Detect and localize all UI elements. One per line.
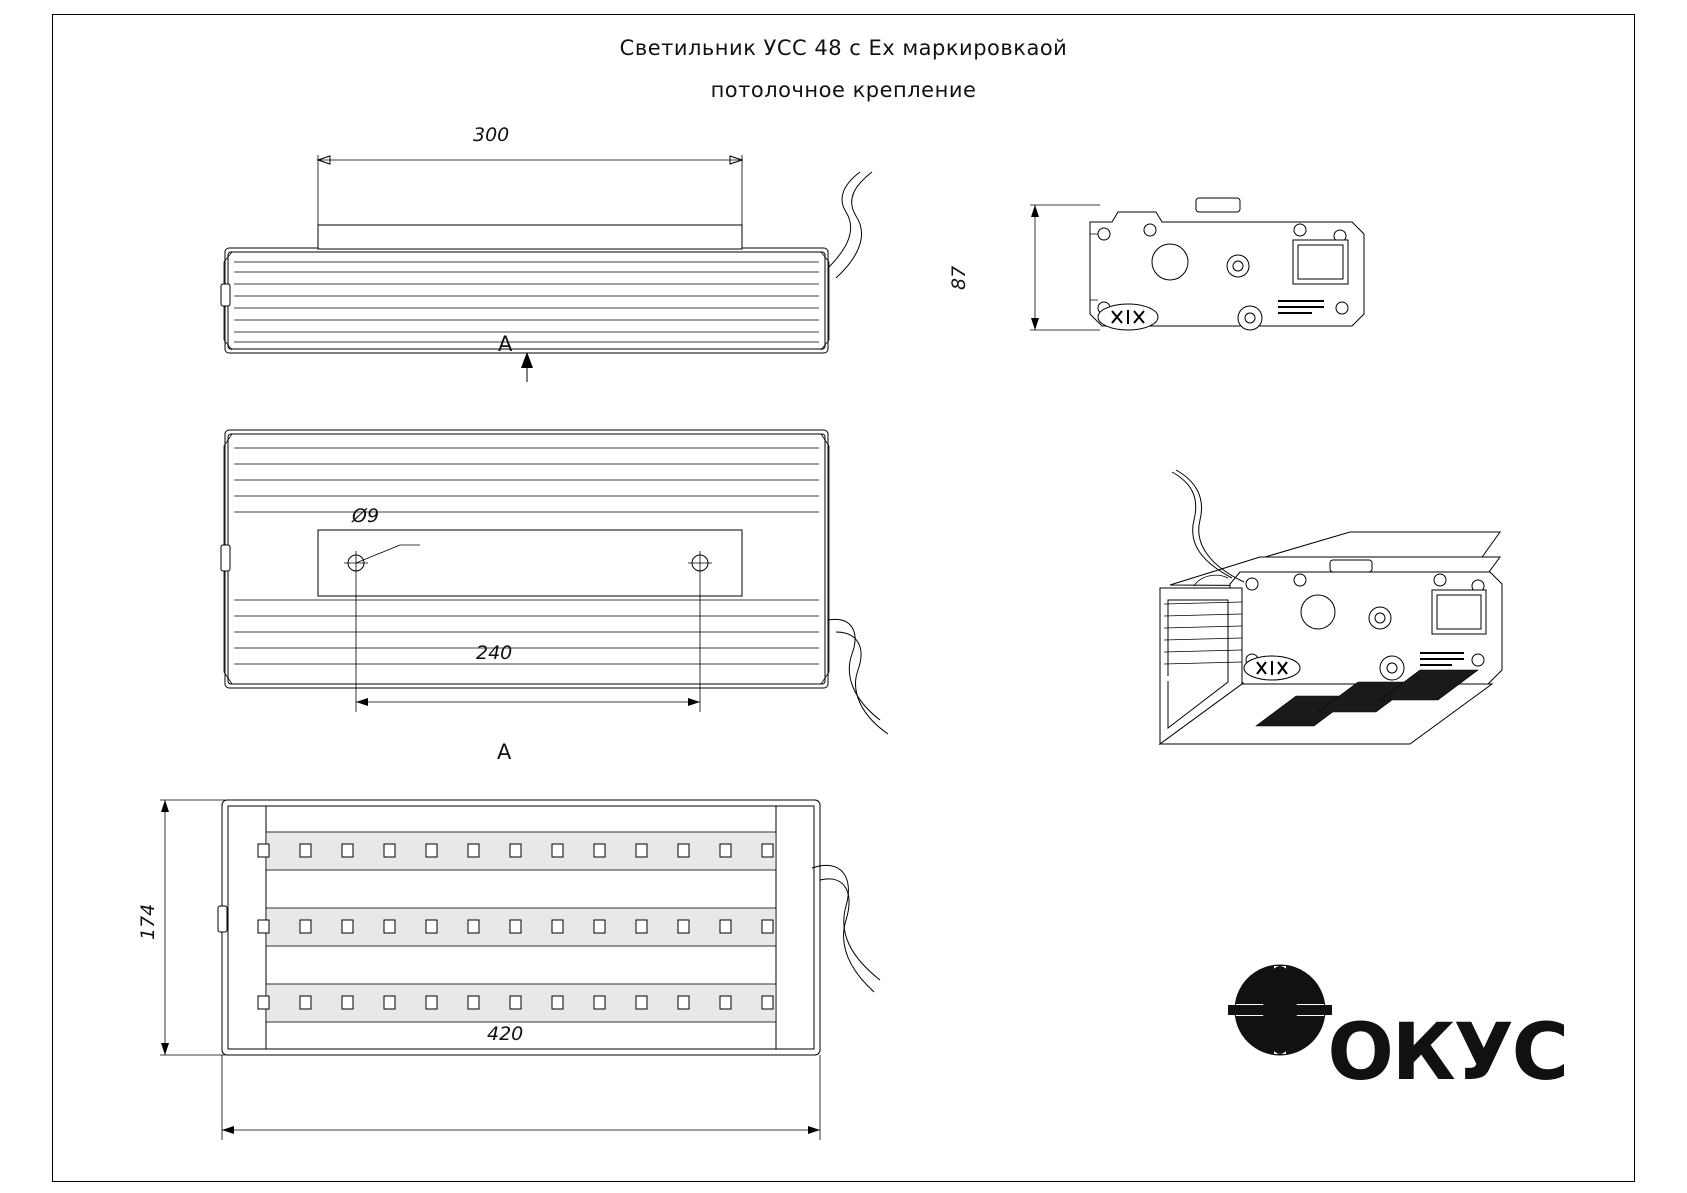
side-view [1030, 198, 1364, 330]
dimension-hole-diameter: Ø9 [352, 505, 380, 527]
section-arrow-label: A [498, 332, 513, 356]
section-label: A [497, 740, 512, 764]
dimension-side-height: 87 [948, 265, 970, 290]
dimension-front-width: 174 [137, 903, 159, 940]
page-title-line1: Светильник УСС 48 с Ex маркировкаой [619, 36, 1068, 60]
section-a-view [160, 800, 880, 1140]
focus-logo-icon [1228, 966, 1332, 1054]
plan-view [221, 430, 888, 734]
dimension-mount-spacing: 240 [476, 642, 513, 664]
page-title-line2: потолочное крепление [710, 78, 977, 102]
brand-logo [1328, 1008, 1567, 1098]
top-view [221, 155, 872, 382]
dimension-front-length: 420 [487, 1023, 524, 1045]
dimension-top-length: 300 [473, 124, 510, 146]
brand-logo-text: ОКУС [1327, 1008, 1567, 1098]
isometric-view [1009, 470, 1502, 744]
